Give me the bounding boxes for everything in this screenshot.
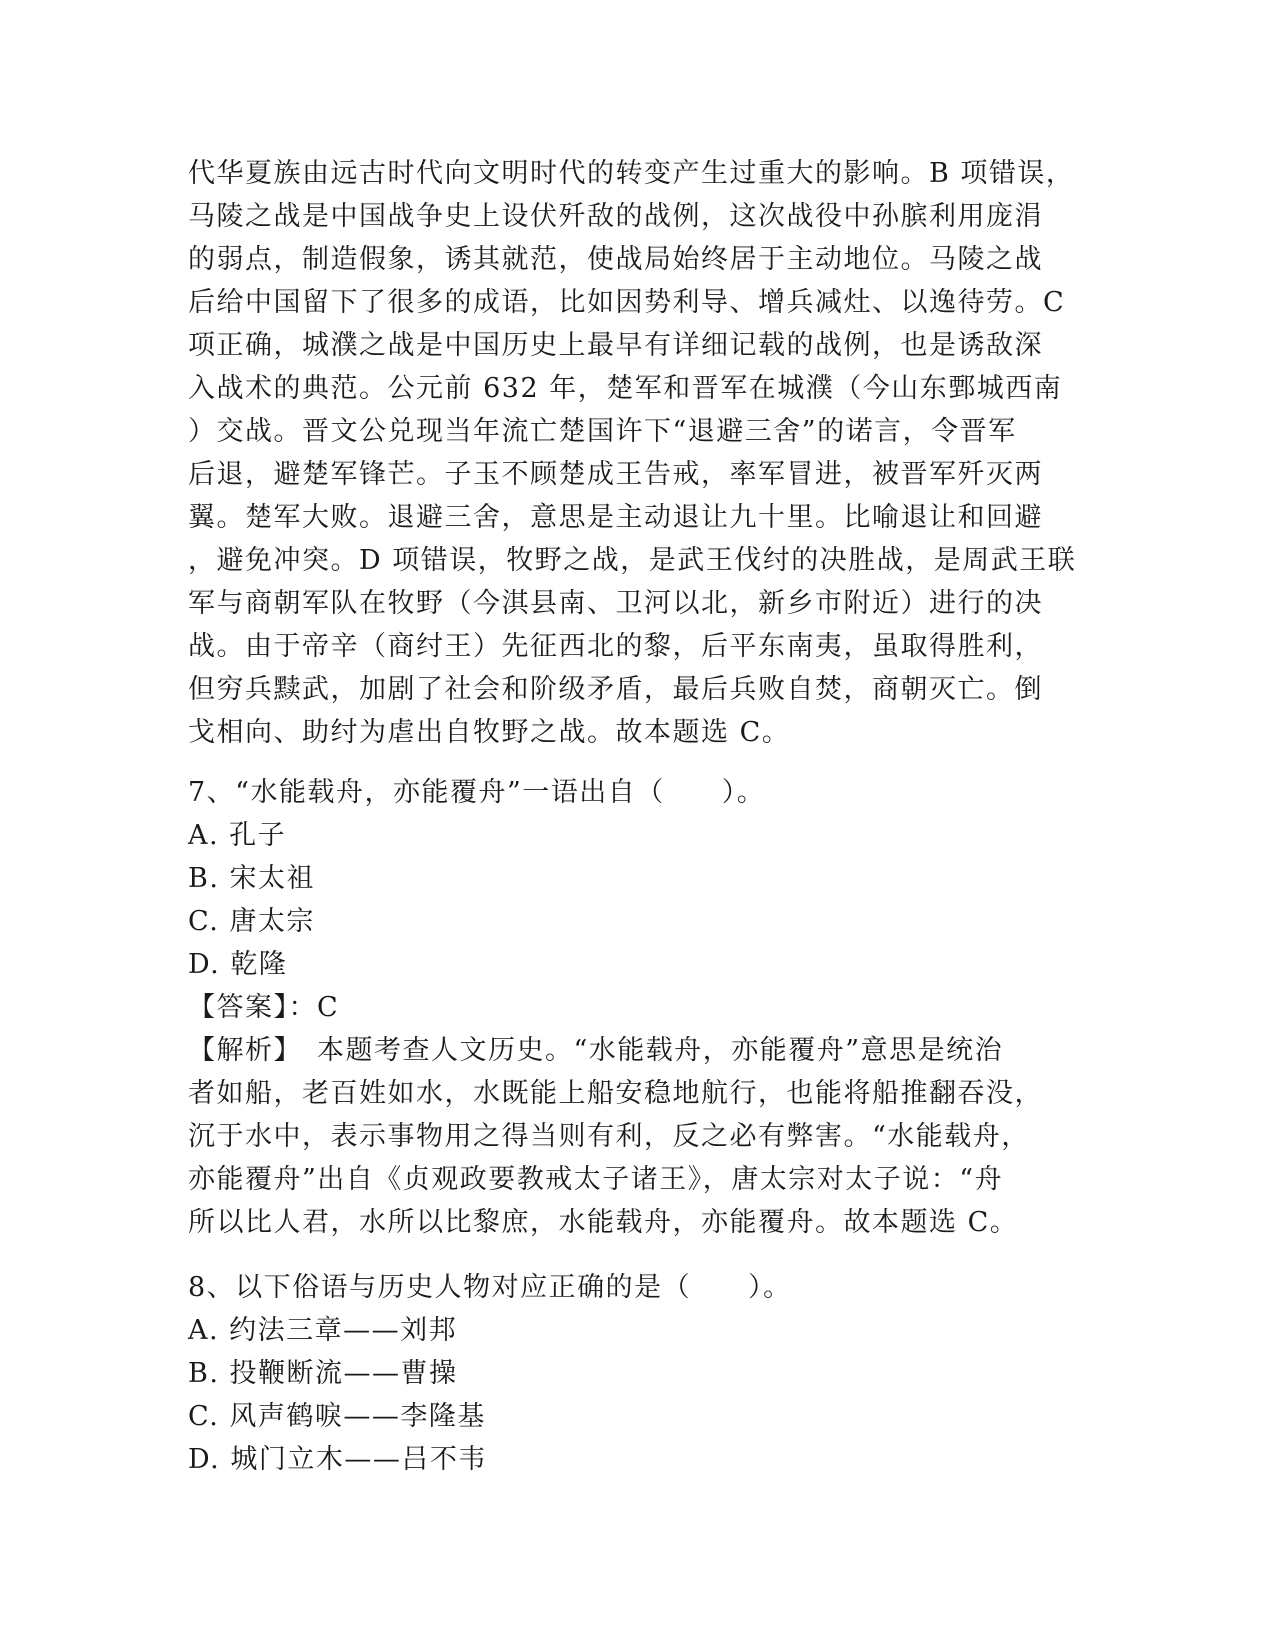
analysis-line: 战。由于帝辛（商纣王）先征西北的黎，后平东南夷，虽取得胜利， (188, 631, 1043, 662)
analysis-line: 【解析】 本题考查人文历史。“水能载舟，亦能覆舟”意思是统治 (188, 1035, 1004, 1066)
analysis-line: 但穷兵黩武，加剧了社会和阶级矛盾，最后兵败自焚，商朝灭亡。倒 (188, 674, 1043, 705)
q6-analysis-continuation (188, 152, 1088, 754)
analysis-line: 军与商朝军队在牧野（今淇县南、卫河以北，新乡市附近）进行的决 (188, 588, 1043, 619)
question-7 (188, 771, 1088, 1244)
question-text: 7、“水能载舟，亦能覆舟”一语出自（ ）。 (188, 777, 766, 808)
analysis-line: 后给中国留下了很多的成语，比如因势利导、增兵减灶、以逸待劳。C (188, 287, 1066, 318)
analysis-line: 亦能覆舟”出自《贞观政要教戒太子诸王》，唐太宗对太子说：“舟 (188, 1164, 1004, 1195)
analysis-line: 后退，避楚军锋芒。子玉不顾楚成王告戒，率军冒进，被晋军歼灭两 (188, 459, 1043, 490)
option-b: B. 宋太祖 (188, 863, 316, 894)
option-d: D. 城门立木——吕不韦 (188, 1444, 487, 1475)
option-d: D. 乾隆 (188, 949, 288, 980)
analysis-line: ，避免冲突。D 项错误，牧野之战，是武王伐纣的决胜战，是周武王联 (188, 545, 1077, 576)
analysis-line: 项正确，城濮之战是中国历史上最早有详细记载的战例，也是诱敌深 (188, 330, 1043, 361)
option-b: B. 投鞭断流——曹操 (188, 1358, 458, 1389)
analysis-line: 马陵之战是中国战争史上设伏歼敌的战例，这次战役中孙膑利用庞涓 (188, 201, 1043, 232)
option-c: C. 风声鹤唳——李隆基 (188, 1401, 486, 1432)
analysis-line: 代华夏族由远古时代向文明时代的转变产生过重大的影响。B 项错误， (188, 158, 1075, 189)
question-text: 8、以下俗语与历史人物对应正确的是（ ）。 (188, 1272, 792, 1303)
option-a: A. 约法三章——刘邦 (188, 1315, 458, 1346)
analysis-line: ）交战。晋文公兑现当年流亡楚国许下“退避三舍”的诺言，令晋军 (188, 416, 1017, 447)
answer-line: 【答案】：C (188, 992, 340, 1023)
analysis-line: 者如船，老百姓如水，水既能上船安稳地航行，也能将船推翻吞没， (188, 1078, 1043, 1109)
question-8 (188, 1266, 1088, 1481)
option-c: C. 唐太宗 (188, 906, 315, 937)
analysis-line: 所以比人君，水所以比黎庶，水能载舟，亦能覆舟。故本题选 C。 (188, 1207, 1019, 1238)
analysis-line: 入战术的典范。公元前 632 年，楚军和晋军在城濮（今山东鄄城西南 (188, 373, 1063, 404)
analysis-line: 的弱点，制造假象，诱其就范，使战局始终居于主动地位。马陵之战 (188, 244, 1043, 275)
analysis-line: 翼。楚军大败。退避三舍，意思是主动退让九十里。比喻退让和回避 (188, 502, 1043, 533)
analysis-line: 戈相向、助纣为虐出自牧野之战。故本题选 C。 (188, 717, 791, 748)
option-a: A. 孔子 (188, 820, 287, 851)
analysis-line: 沉于水中，表示事物用之得当则有利，反之必有弊害。“水能载舟， (188, 1121, 1030, 1152)
